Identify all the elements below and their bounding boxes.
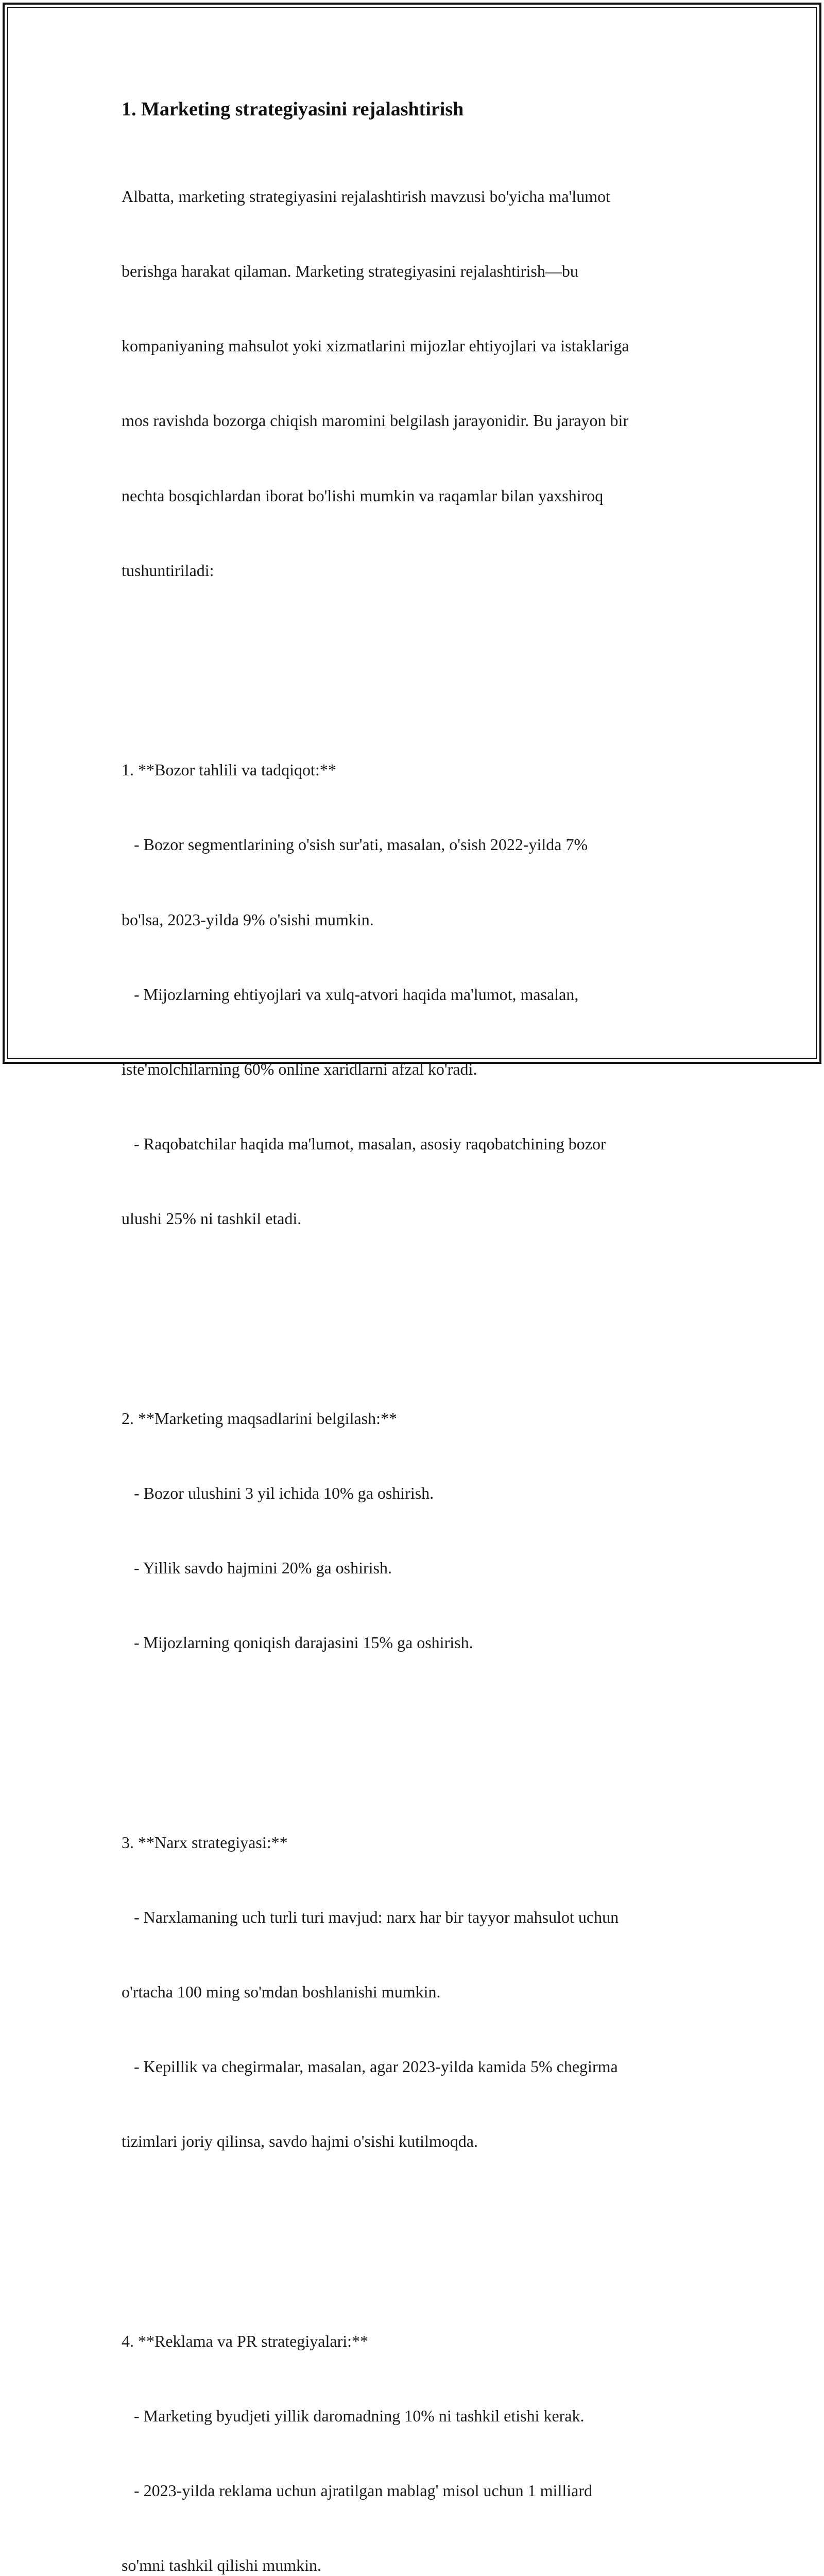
section-line: - Raqobatchilar haqida ma'lumot, masalan, asosiy raqobatchining bozor <box>122 1134 606 1154</box>
blank-line <box>122 1331 719 1355</box>
document-title: 1. Marketing strategiyasini rejalashtirish <box>122 98 464 120</box>
section-marketing-goals <box>122 1281 719 1705</box>
section-pricing-strategy <box>122 1705 719 2204</box>
section-line: iste'molchilarning 60% online xaridlarni afzal ko'radi. <box>122 1060 477 1079</box>
section-market-analysis <box>122 633 719 1281</box>
section-line: - Narxlamaning uch turli turi mavjud: narx har bir tayyor mahsulot uchun <box>122 1907 619 1926</box>
intro-line: nechta bosqichlardan iborat bo'lishi mumkin va raqamlar bilan yaxshiroq <box>122 486 604 505</box>
document-body <box>122 96 719 2576</box>
section-line: - Yillik savdo hajmini 20% ga oshirish. <box>122 1558 392 1578</box>
intro-line: tushuntiriladi: <box>122 561 214 580</box>
section-line: tizimlari joriy qilinsa, savdo hajmi o'sishi kutilmoqda. <box>122 2132 478 2151</box>
intro-line: berishga harakat qilaman. Marketing strategiyasini rejalashtirish—bu <box>122 262 578 281</box>
section-heading: 4. **Reklama va PR strategiyalari:** <box>122 2331 368 2350</box>
section-advertising-pr <box>122 2204 719 2576</box>
blank-line <box>122 1755 719 1780</box>
intro-paragraph <box>122 134 719 633</box>
section-line: - Bozor segmentlarining o'sish sur'ati, masalan, o'sish 2022-yilda 7% <box>122 835 588 854</box>
section-line: - Marketing byudjeti yillik daromadning 10% ni tashkil etishi kerak. <box>122 2406 585 2425</box>
intro-line: kompaniyaning mahsulot yoki xizmatlarini mijozlar ehtiyojlari va istaklariga <box>122 336 629 355</box>
intro-line: mos ravishda bozorga chiqish maromini belgilash jarayonidir. Bu jarayon bir <box>122 411 629 430</box>
section-line: o'rtacha 100 ming so'mdan boshlanishi mumkin. <box>122 1982 441 2002</box>
section-line: ulushi 25% ni tashkil etadi. <box>122 1209 302 1228</box>
intro-line: Albatta, marketing strategiyasini rejalashtirish mavzusi bo'yicha ma'lumot <box>122 187 611 206</box>
section-line: - Mijozlarning ehtiyojlari va xulq-atvori haqida ma'lumot, masalan, <box>122 985 579 1004</box>
section-heading: 2. **Marketing maqsadlarini belgilash:** <box>122 1409 397 1428</box>
section-line: so'mni tashkil qilishi mumkin. <box>122 2556 322 2575</box>
section-line: - Kepillik va chegirmalar, masalan, agar 2023-yilda kamida 5% chegirma <box>122 2057 618 2076</box>
section-line: - Mijozlarning qoniqish darajasini 15% ga oshirish. <box>122 1633 473 1652</box>
blank-line <box>122 2253 719 2278</box>
section-line: - Bozor ulushini 3 yil ichida 10% ga oshirish. <box>122 1483 434 1502</box>
section-line: bo'lsa, 2023-yilda 9% o'sishi mumkin. <box>122 910 374 929</box>
section-heading: 3. **Narx strategiyasi:** <box>122 1833 288 1852</box>
section-line: - 2023-yilda reklama uchun ajratilgan mablag' misol uchun 1 milliard <box>122 2481 592 2500</box>
section-heading: 1. **Bozor tahlili va tadqiqot:** <box>122 760 336 779</box>
blank-line <box>122 683 719 707</box>
